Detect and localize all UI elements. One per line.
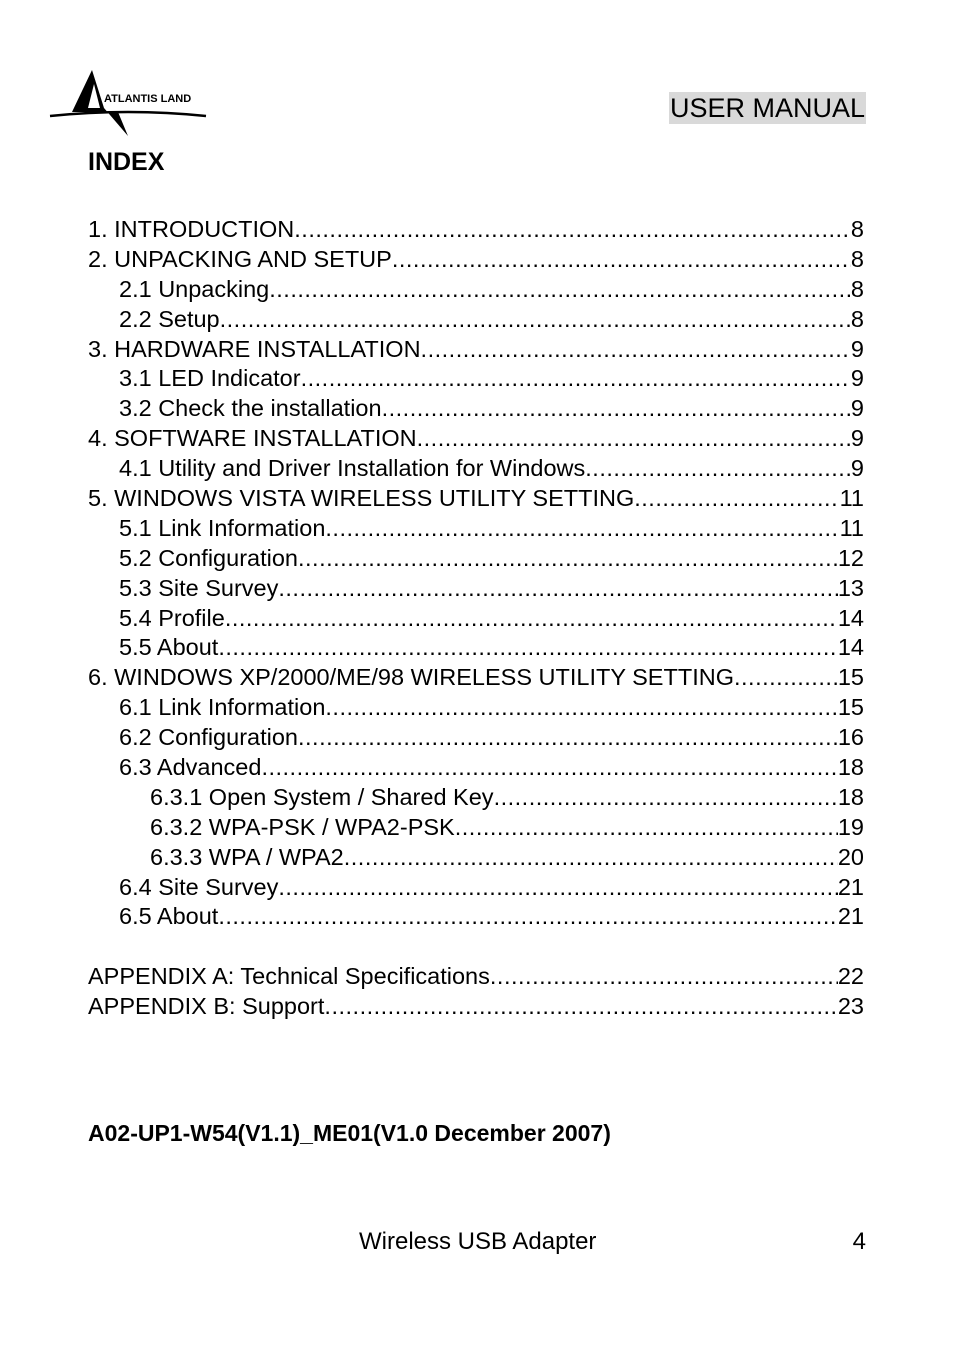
toc-entry[interactable] [88, 394, 864, 424]
toc-entry-page: 14 [837, 604, 864, 631]
toc-entry-title: 6.3.3 WPA / WPA2 [150, 843, 344, 870]
toc-entry[interactable] [88, 335, 864, 365]
toc-entry-page: 8 [850, 275, 864, 302]
header-title: USER MANUAL [669, 93, 865, 123]
toc-leader-dots [344, 843, 838, 873]
toc-leader-dots [634, 484, 839, 514]
toc-leader-dots [382, 394, 851, 424]
toc-entry[interactable] [88, 962, 864, 992]
toc-entry-title: 5.4 Profile [119, 604, 225, 631]
toc-leader-dots [278, 873, 838, 903]
toc-entry-page: 8 [850, 305, 864, 332]
toc-entry[interactable] [88, 633, 864, 663]
toc-entry[interactable] [88, 424, 864, 454]
toc-leader-dots [734, 663, 838, 693]
toc-entry-title: 6. WINDOWS XP/2000/ME/98 WIRELESS UTILITY SETTING [88, 664, 734, 691]
atlantis-logo [48, 68, 208, 140]
toc-entry-page: 11 [839, 514, 864, 541]
toc-leader-dots [325, 514, 839, 544]
toc-entry-title: 3.1 LED Indicator [119, 365, 301, 392]
toc-entry[interactable] [88, 454, 864, 484]
toc-entry-page: 18 [837, 754, 864, 781]
toc-entry-title: 6.3.1 Open System / Shared Key [150, 783, 494, 810]
toc-leader-dots [218, 633, 838, 663]
toc-entry-page: 13 [837, 574, 864, 601]
toc-entry-title: 3. HARDWARE INSTALLATION [88, 335, 421, 362]
toc-entry-title: 2. UNPACKING AND SETUP [88, 245, 392, 272]
toc-leader-dots [294, 215, 851, 245]
toc-entry[interactable] [88, 663, 864, 693]
toc-entry-page: 9 [850, 425, 864, 452]
toc-entry-title: 6.1 Link Information [119, 694, 326, 721]
toc-entry[interactable] [88, 902, 864, 932]
toc-entry-title: 5.1 Link Information [119, 514, 326, 541]
toc-entry-title: 6.3.2 WPA-PSK / WPA2-PSK [150, 813, 455, 840]
toc-leader-dots [392, 245, 851, 275]
toc-leader-dots [298, 723, 838, 753]
toc-entry-title: 6.4 Site Survey [119, 873, 279, 900]
toc-entry[interactable] [88, 693, 864, 723]
toc-leader-dots [301, 364, 851, 394]
toc-entry-page: 15 [837, 664, 864, 691]
toc-entry-page: 18 [837, 783, 864, 810]
toc-entry-title: 2.1 Unpacking [119, 275, 270, 302]
toc-entry-title: 2.2 Setup [119, 305, 220, 332]
toc-leader-dots [261, 753, 837, 783]
table-of-contents [88, 215, 864, 1022]
toc-leader-dots [298, 544, 838, 574]
toc-entry-page: 15 [837, 694, 864, 721]
toc-entry-page: 23 [837, 993, 864, 1020]
toc-entry-page: 12 [837, 544, 864, 571]
toc-entry-title: APPENDIX A: Technical Specifications [88, 963, 490, 990]
footer-title: Wireless USB Adapter [359, 1228, 597, 1255]
toc-entry[interactable] [88, 305, 864, 335]
toc-entry[interactable] [88, 364, 864, 394]
toc-entry-page: 9 [850, 335, 864, 362]
toc-entry-page: 20 [837, 843, 864, 870]
toc-entry-page: 11 [839, 485, 864, 512]
toc-entry[interactable] [88, 514, 864, 544]
toc-entry-title: 5.5 About [119, 634, 219, 661]
toc-leader-dots [218, 902, 838, 932]
toc-leader-dots [225, 604, 838, 634]
toc-leader-dots [325, 693, 837, 723]
toc-entry[interactable] [88, 484, 864, 514]
page-number: 4 [852, 1228, 866, 1255]
toc-entry-page: 19 [837, 813, 864, 840]
toc-entry-title: 5.3 Site Survey [119, 574, 279, 601]
toc-leader-dots [455, 813, 838, 843]
logo-wordmark: ATLANTIS LAND [104, 93, 192, 105]
toc-entry[interactable] [88, 723, 864, 753]
toc-entry[interactable] [88, 813, 864, 843]
toc-entry[interactable] [88, 215, 864, 245]
toc-entry-title: 4.1 Utility and Driver Installation for Windows [119, 455, 586, 482]
toc-entry-page: 21 [837, 873, 864, 900]
toc-entry-title: 1. INTRODUCTION [88, 216, 295, 242]
toc-entry[interactable] [88, 992, 864, 1022]
toc-entry-page: 9 [850, 365, 864, 392]
toc-leader-dots [494, 783, 838, 813]
toc-entry-title: 3.2 Check the installation [119, 395, 382, 422]
toc-entry-page: 14 [837, 634, 864, 661]
toc-entry-page: 8 [850, 245, 864, 272]
index-heading: INDEX [88, 148, 165, 176]
toc-entry[interactable] [88, 544, 864, 574]
toc-entry-page: 8 [850, 216, 864, 242]
toc-entry[interactable] [88, 873, 864, 903]
toc-leader-dots [220, 305, 851, 335]
toc-leader-dots [278, 574, 838, 604]
toc-entry-title: 6.5 About [119, 903, 219, 930]
toc-leader-dots [585, 454, 851, 484]
toc-entry-title: 5.2 Configuration [119, 544, 298, 571]
toc-leader-dots [417, 424, 851, 454]
toc-leader-dots [324, 992, 837, 1022]
toc-entry-page: 9 [850, 455, 864, 482]
document-code: A02-UP1-W54(V1.1)_ME01(V1.0 December 2007) [88, 1120, 611, 1146]
toc-entry-title: APPENDIX B: Support [88, 993, 325, 1020]
toc-entry-page: 9 [850, 395, 864, 422]
toc-entry-title: 4. SOFTWARE INSTALLATION [88, 425, 417, 452]
toc-entry-title: 6.2 Configuration [119, 724, 298, 751]
toc-entry[interactable] [88, 753, 864, 783]
toc-entry[interactable] [88, 245, 864, 275]
toc-leader-dots [269, 275, 851, 305]
toc-entry[interactable] [88, 275, 864, 305]
toc-entry-title: 6.3 Advanced [119, 754, 262, 781]
toc-entry-page: 16 [837, 724, 864, 751]
toc-entry-page: 22 [837, 963, 864, 990]
toc-entry[interactable] [88, 843, 864, 873]
toc-leader-dots [490, 962, 838, 992]
toc-entry[interactable] [88, 574, 864, 604]
toc-entry[interactable] [88, 604, 864, 634]
toc-entry[interactable] [88, 783, 864, 813]
toc-entry-title: 5. WINDOWS VISTA WIRELESS UTILITY SETTING [88, 485, 635, 512]
toc-leader-dots [421, 335, 851, 365]
toc-entry-page: 21 [837, 903, 864, 930]
